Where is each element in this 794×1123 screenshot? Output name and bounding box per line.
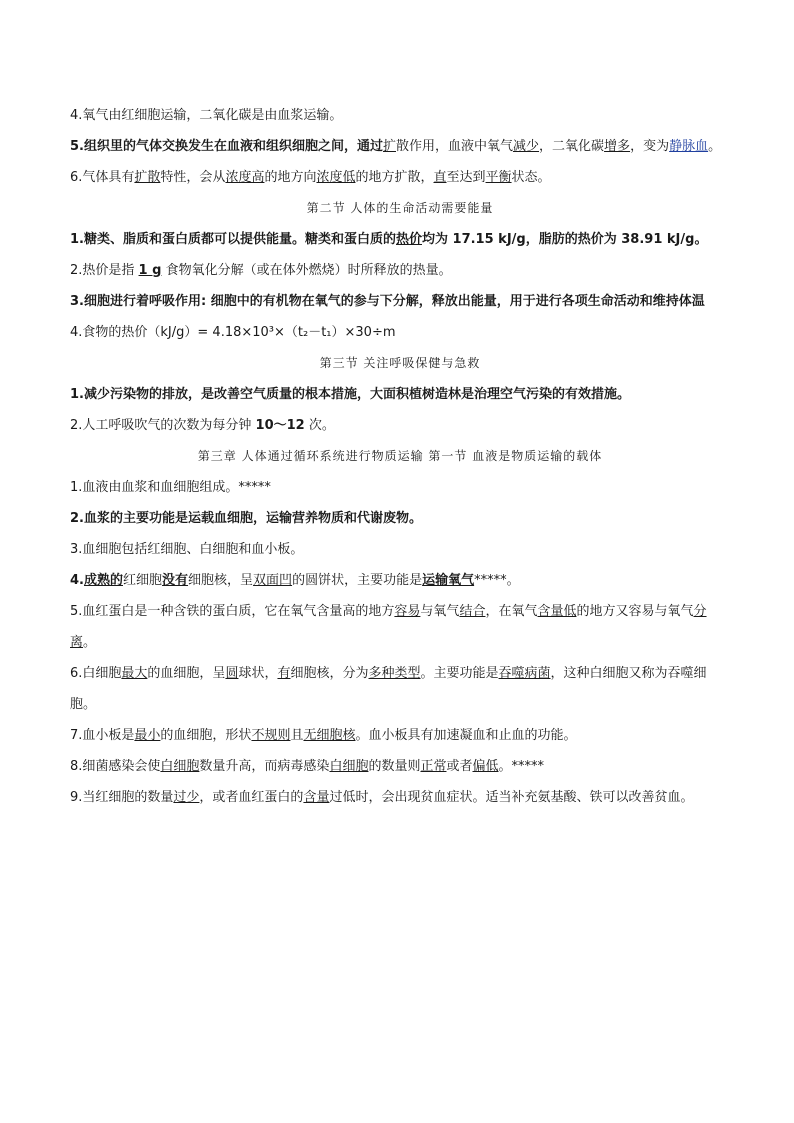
paragraph-anemia: 9.当红细胞的数量过少，或者血红蛋白的含量过低时，会出现贫血症状。适当补充氨基酸、铁可以改善贫血。	[70, 790, 694, 805]
paragraph-5-tissue-gas-exchange: 5.组织里的气体交换发生在血液和组织细胞之间，通过扩散作用，血液中氧气减少，二氧化碳增多，变为静脉血。	[70, 139, 722, 154]
paragraph-platelets: 7.血小板是最小的血细胞，形状不规则且无细胞核。血小板具有加速凝血和止血的功能。	[70, 728, 577, 743]
paragraph-blood-cells: 3.血细胞包括红细胞、白细胞和血小板。	[70, 542, 304, 557]
chapter-heading-circulation: 第三章 人体通过循环系统进行物质运输 第一节 血液是物质运输的载体	[197, 449, 603, 463]
paragraph-hemoglobin: 5.血红蛋白是一种含铁的蛋白质，它在氧气含量高的地方容易与氧气结合，在氧气含量低的地方又容易与氧气分离。	[70, 604, 707, 650]
paragraph-6-gas-diffusion: 6.气体具有扩散特性，会从浓度高的地方向浓度低的地方扩散，直至达到平衡状态。	[70, 170, 551, 185]
paragraph-plasma-function: 2.血浆的主要功能是运载血细胞，运输营养物质和代谢废物。	[70, 511, 422, 526]
paragraph-infection-wbc: 8.细菌感染会使白细胞数量升高，而病毒感染白细胞的数量则正常或者偏低。*****	[70, 759, 545, 774]
section-heading-breathing-health: 第三节 关注呼吸保健与急救	[319, 356, 481, 370]
paragraph-reduce-pollution: 1.减少污染物的排放，是改善空气质量的根本措施，大面积植树造林是治理空气污染的有效措施。	[70, 387, 630, 402]
section-heading-energy: 第二节 人体的生命活动需要能量	[306, 201, 494, 215]
paragraph-energy-sources: 1.糖类、脂质和蛋白质都可以提供能量。糖类和蛋白质的热价均为 17.15 kJ/g，脂肪的热价为 38.91 kJ/g。	[70, 232, 708, 247]
paragraph-red-blood-cell: 4.成熟的红细胞没有细胞核，呈双面凹的圆饼状，主要功能是运输氧气*****。	[70, 573, 520, 588]
paragraph-heat-value-definition: 2.热价是指 1 g 食物氧化分解（或在体外燃烧）时所释放的热量。	[70, 263, 452, 278]
paragraph-artificial-respiration: 2.人工呼吸吹气的次数为每分钟 10～12 次。	[70, 418, 335, 433]
paragraph-respiration: 3.细胞进行着呼吸作用: 细胞中的有机物在氧气的参与下分解，释放出能量，用于进行各项生命活动和维持体温	[70, 294, 705, 309]
paragraph-white-blood-cell: 6.白细胞最大的血细胞，呈圆球状，有细胞核，分为多种类型。主要功能是吞噬病菌，这种白细胞又称为吞噬细胞。	[70, 666, 707, 712]
paragraph-heat-value-formula: 4.食物的热价（kJ/g）= 4.18×10³×（t₂－t₁）×30÷m	[70, 325, 396, 340]
paragraph-blood-composition: 1.血液由血浆和血细胞组成。*****	[70, 480, 271, 495]
paragraph-4-oxygen-transport: 4.氧气由红细胞运输，二氧化碳是由血浆运输。	[70, 108, 343, 123]
document-page	[70, 100, 730, 813]
